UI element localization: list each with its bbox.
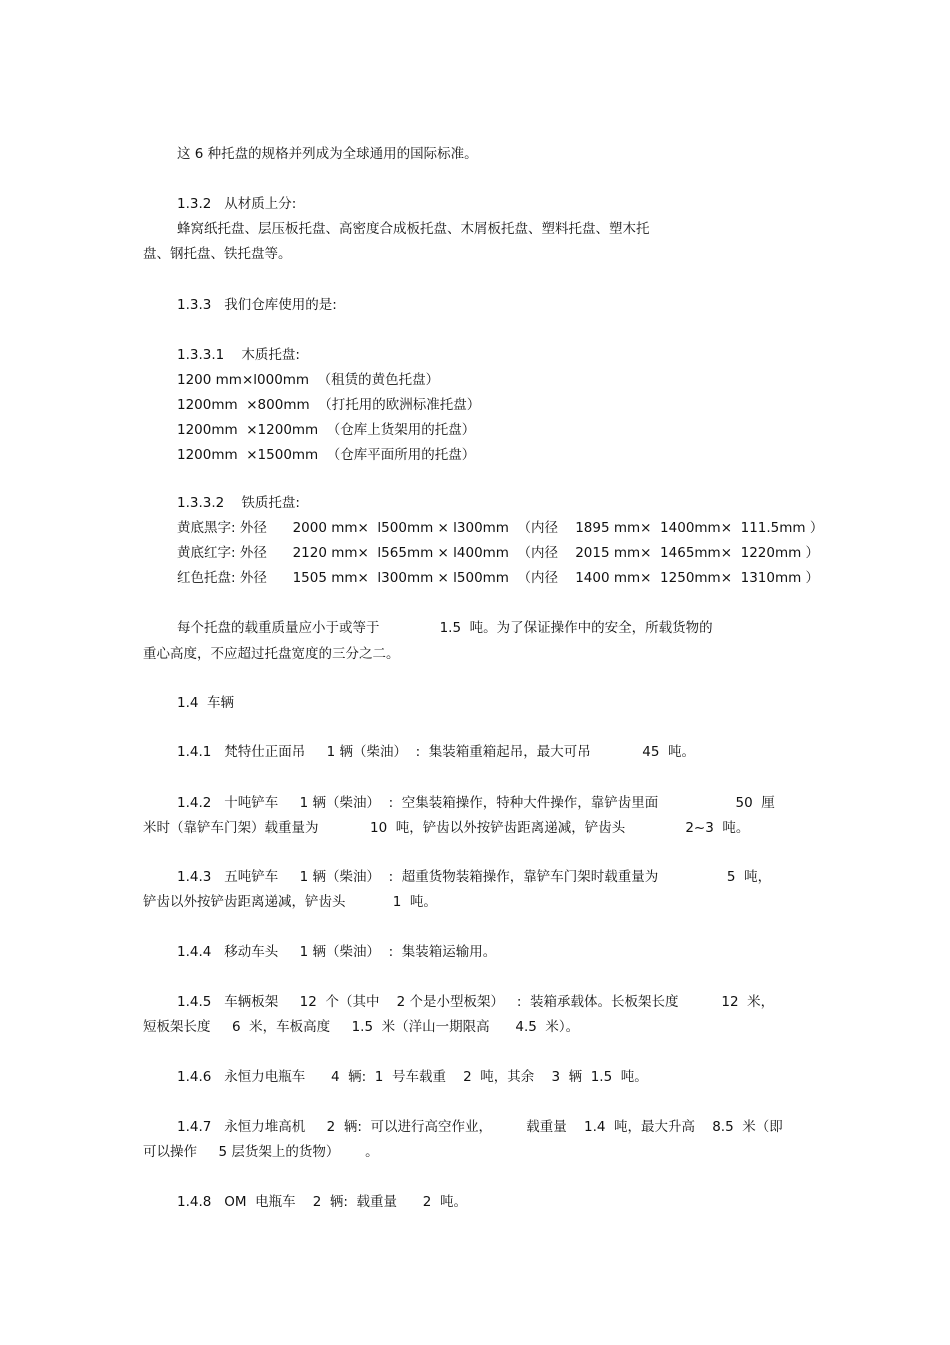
- text-line: 1.4.7 永恒力堆高机 2 辆: 可以进行高空作业， 载重量 1.4 吨，最大升高 8.5 米（即: [177, 1119, 783, 1135]
- text-line: 盘、钢托盘、铁托盘等。: [143, 246, 292, 262]
- text-line: 红色托盘: 外径 1505 mm× l300mm × l500mm （内径 1400 mm× 1250mm× 1310mm ）: [177, 570, 820, 586]
- text-line: 1.4.3 五吨铲车 1 辆（柴油） : 超重货物装箱操作，靠铲车门架时载重量为 5 吨，: [177, 869, 772, 885]
- text-line: 可以操作 5 层货架上的货物） 。: [143, 1144, 379, 1160]
- text-line: 每个托盘的载重质量应小于或等于 1.5 吨。为了保证操作中的安全，所载货物的: [177, 620, 713, 636]
- text-line: 黄底红字: 外径 2120 mm× l565mm × l400mm （内径 2015 mm× 1465mm× 1220mm ）: [177, 545, 820, 561]
- text-line: 1200 mm×l000mm （租赁的黄色托盘）: [177, 372, 440, 388]
- text-line: 铲齿以外按铲齿距离递减，铲齿头 1 吨。: [143, 894, 437, 910]
- text-line: 1.4.1 梵特仕正面吊 1 辆（柴油） : 集装箱重箱起吊，最大可吊 45 吨。: [177, 744, 696, 760]
- section-heading: 1.3.2 从材质上分:: [177, 196, 297, 212]
- section-heading: 1.3.3.2 铁质托盘:: [177, 495, 300, 511]
- text-line: 1200mm ×1500mm （仓库平面所用的托盘）: [177, 447, 476, 463]
- section-heading: 1.3.3.1 木质托盘:: [177, 347, 300, 363]
- text-line: 1200mm ×800mm （打托用的欧洲标准托盘）: [177, 397, 481, 413]
- text-line: 1.4.6 永恒力电瓶车 4 辆: 1 号车载重 2 吨，其余 3 辆 1.5 吨。: [177, 1069, 648, 1085]
- section-heading: 1.3.3 我们仓库使用的是:: [177, 297, 337, 313]
- text-line: 1.4.2 十吨铲车 1 辆（柴油） : 空集装箱操作，特种大件操作，靠铲齿里面 50 厘: [177, 795, 775, 811]
- text-line: 蜂窝纸托盘、层压板托盘、高密度合成板托盘、木屑板托盘、塑料托盘、塑木托: [177, 221, 650, 237]
- text-line: 米时（靠铲车门架）载重量为 10 吨，铲齿以外按铲齿距离递减，铲齿头 2~3 吨。: [143, 820, 750, 836]
- text-line: 短板架长度 6 米，车板高度 1.5 米（洋山一期限高 4.5 米）。: [143, 1019, 580, 1035]
- section-heading: 1.4 车辆: [177, 695, 235, 711]
- text-line: 重心高度，不应超过托盘宽度的三分之二。: [143, 646, 400, 662]
- text-line: 黄底黑字: 外径 2000 mm× l500mm × l300mm （内径 1895 mm× 1400mm× 111.5mm ）: [177, 520, 824, 536]
- text-line: 1.4.8 OM 电瓶车 2 辆: 载重量 2 吨。: [177, 1194, 467, 1210]
- text-line: 1.4.5 车辆板架 12 个（其中 2 个是小型板架） : 装箱承载体。长板架长度 12 米，: [177, 994, 775, 1010]
- text-line: 1200mm ×1200mm （仓库上货架用的托盘）: [177, 422, 476, 438]
- text-line: 1.4.4 移动车头 1 辆（柴油） : 集装箱运输用。: [177, 944, 497, 960]
- text-line: 这 6 种托盘的规格并列成为全球通用的国际标准。: [177, 146, 478, 162]
